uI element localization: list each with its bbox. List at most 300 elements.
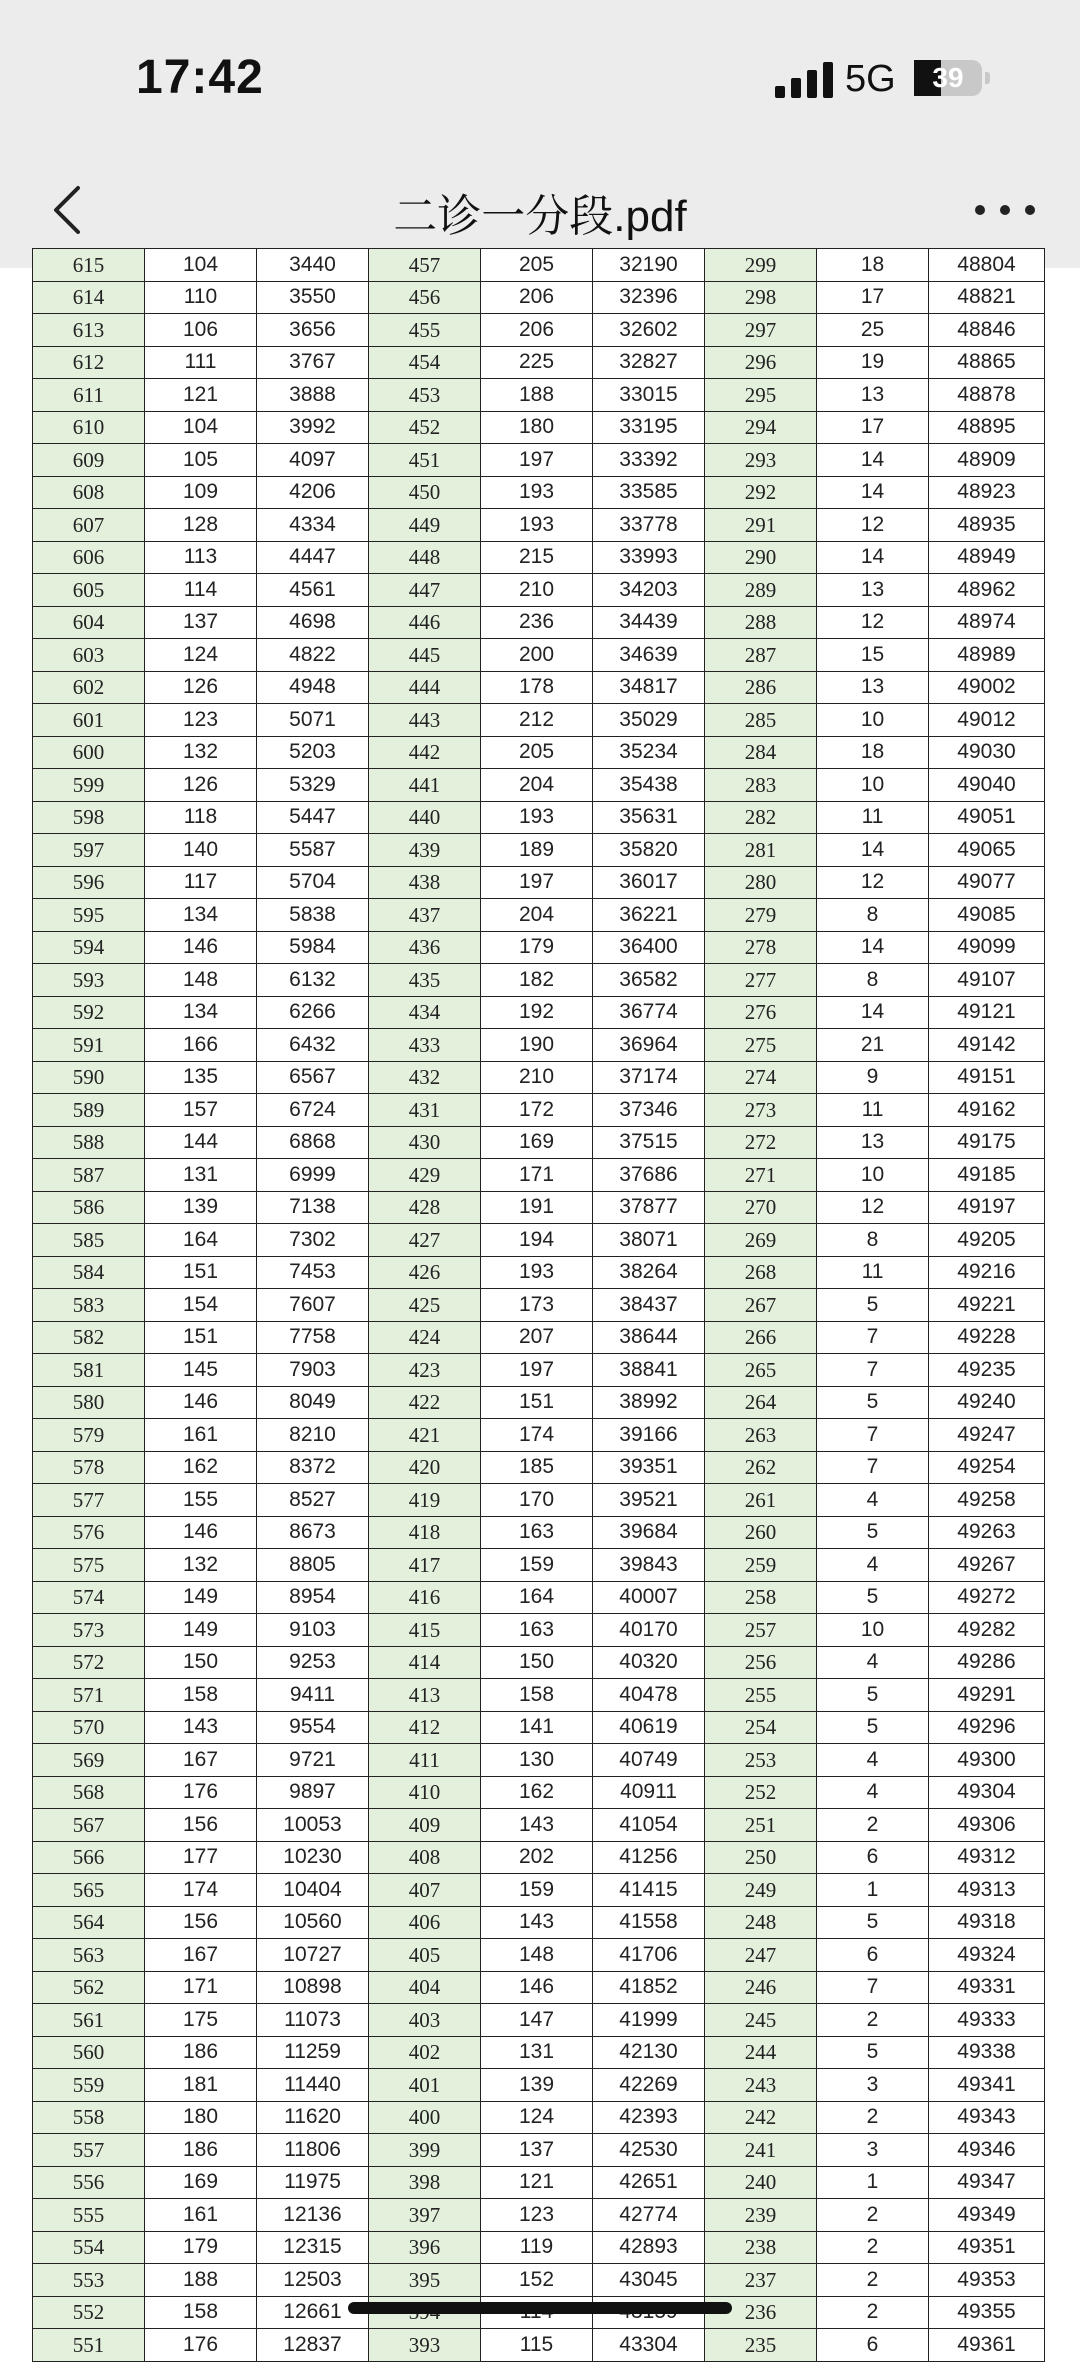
value-cell: 48909 — [929, 444, 1045, 477]
value-cell: 11 — [817, 1256, 929, 1289]
value-cell: 9103 — [257, 1614, 369, 1647]
value-cell: 215 — [481, 541, 593, 574]
table-row — [33, 1614, 1045, 1647]
table-row — [33, 996, 1045, 1029]
score-cell: 457 — [369, 249, 481, 282]
value-cell: 137 — [481, 2134, 593, 2167]
value-cell: 49240 — [929, 1386, 1045, 1419]
value-cell: 155 — [145, 1484, 257, 1517]
score-cell: 445 — [369, 639, 481, 672]
score-cell: 242 — [705, 2101, 817, 2134]
value-cell: 9721 — [257, 1744, 369, 1777]
value-cell: 12661 — [257, 2296, 369, 2329]
value-cell: 36221 — [593, 899, 705, 932]
value-cell: 167 — [145, 1939, 257, 1972]
value-cell: 162 — [145, 1451, 257, 1484]
value-cell: 146 — [481, 1971, 593, 2004]
value-cell: 49333 — [929, 2004, 1045, 2037]
value-cell: 7453 — [257, 1256, 369, 1289]
value-cell: 2 — [817, 2231, 929, 2264]
score-cell: 289 — [705, 574, 817, 607]
value-cell: 48821 — [929, 281, 1045, 314]
value-cell: 49051 — [929, 801, 1045, 834]
value-cell: 36964 — [593, 1029, 705, 1062]
value-cell: 34639 — [593, 639, 705, 672]
score-cell: 412 — [369, 1711, 481, 1744]
value-cell: 143 — [145, 1711, 257, 1744]
value-cell: 170 — [481, 1484, 593, 1517]
table-row — [33, 2199, 1045, 2232]
table-row — [33, 1711, 1045, 1744]
score-cell: 455 — [369, 314, 481, 347]
table-row — [33, 1744, 1045, 1777]
score-cell: 553 — [33, 2264, 145, 2297]
score-cell: 454 — [369, 346, 481, 379]
value-cell: 121 — [145, 379, 257, 412]
value-cell: 7302 — [257, 1224, 369, 1257]
score-cell: 258 — [705, 1581, 817, 1614]
value-cell: 39684 — [593, 1516, 705, 1549]
value-cell: 139 — [481, 2069, 593, 2102]
value-cell: 5203 — [257, 736, 369, 769]
score-cell: 420 — [369, 1451, 481, 1484]
value-cell: 6266 — [257, 996, 369, 1029]
value-cell: 21 — [817, 1029, 929, 1062]
value-cell: 114 — [145, 574, 257, 607]
value-cell: 206 — [481, 314, 593, 347]
score-cell: 551 — [33, 2329, 145, 2362]
value-cell: 179 — [145, 2231, 257, 2264]
value-cell: 6724 — [257, 1094, 369, 1127]
table-row — [33, 1386, 1045, 1419]
value-cell: 37346 — [593, 1094, 705, 1127]
value-cell: 5 — [817, 1516, 929, 1549]
table-row — [33, 1939, 1045, 1972]
table-row — [33, 541, 1045, 574]
value-cell: 130 — [481, 1744, 593, 1777]
score-cell: 235 — [705, 2329, 817, 2362]
table-row — [33, 2264, 1045, 2297]
value-cell: 49286 — [929, 1646, 1045, 1679]
score-cell: 604 — [33, 606, 145, 639]
value-cell: 41852 — [593, 1971, 705, 2004]
value-cell: 49012 — [929, 704, 1045, 737]
value-cell: 186 — [145, 2134, 257, 2167]
score-cell: 597 — [33, 834, 145, 867]
value-cell: 49002 — [929, 671, 1045, 704]
table-row — [33, 1484, 1045, 1517]
score-cell: 282 — [705, 801, 817, 834]
value-cell: 4334 — [257, 509, 369, 542]
value-cell: 5587 — [257, 834, 369, 867]
table-row — [33, 1321, 1045, 1354]
value-cell: 4 — [817, 1646, 929, 1679]
table-row — [33, 2166, 1045, 2199]
value-cell: 161 — [145, 1419, 257, 1452]
value-cell: 11806 — [257, 2134, 369, 2167]
score-cell: 594 — [33, 931, 145, 964]
value-cell: 6567 — [257, 1061, 369, 1094]
value-cell: 188 — [145, 2264, 257, 2297]
value-cell: 10 — [817, 1159, 929, 1192]
value-cell: 48895 — [929, 411, 1045, 444]
table-row — [33, 1419, 1045, 1452]
value-cell: 49338 — [929, 2036, 1045, 2069]
score-cell: 600 — [33, 736, 145, 769]
score-cell: 285 — [705, 704, 817, 737]
value-cell: 188 — [481, 379, 593, 412]
value-cell: 177 — [145, 1841, 257, 1874]
score-cell: 393 — [369, 2329, 481, 2362]
score-cell: 444 — [369, 671, 481, 704]
value-cell: 139 — [145, 1191, 257, 1224]
score-cell: 586 — [33, 1191, 145, 1224]
score-cell: 583 — [33, 1289, 145, 1322]
value-cell: 48962 — [929, 574, 1045, 607]
score-cell: 274 — [705, 1061, 817, 1094]
value-cell: 7903 — [257, 1354, 369, 1387]
value-cell: 113 — [145, 541, 257, 574]
value-cell: 3550 — [257, 281, 369, 314]
value-cell: 48846 — [929, 314, 1045, 347]
value-cell: 36774 — [593, 996, 705, 1029]
value-cell: 49318 — [929, 1906, 1045, 1939]
score-cell: 599 — [33, 769, 145, 802]
score-cell: 560 — [33, 2036, 145, 2069]
value-cell: 49235 — [929, 1354, 1045, 1387]
value-cell: 143 — [481, 1906, 593, 1939]
score-cell: 438 — [369, 866, 481, 899]
value-cell: 132 — [145, 736, 257, 769]
value-cell: 5 — [817, 1711, 929, 1744]
score-cell: 281 — [705, 834, 817, 867]
score-cell: 557 — [33, 2134, 145, 2167]
score-cell: 419 — [369, 1484, 481, 1517]
value-cell: 12 — [817, 606, 929, 639]
value-cell: 49343 — [929, 2101, 1045, 2134]
value-cell: 159 — [481, 1549, 593, 1582]
value-cell: 146 — [145, 1386, 257, 1419]
value-cell: 6999 — [257, 1159, 369, 1192]
score-cell: 245 — [705, 2004, 817, 2037]
table-row — [33, 346, 1045, 379]
score-cell: 287 — [705, 639, 817, 672]
score-cell: 264 — [705, 1386, 817, 1419]
value-cell: 32190 — [593, 249, 705, 282]
value-cell: 49185 — [929, 1159, 1045, 1192]
value-cell: 197 — [481, 866, 593, 899]
score-cell: 241 — [705, 2134, 817, 2167]
value-cell: 48949 — [929, 541, 1045, 574]
value-cell: 167 — [145, 1744, 257, 1777]
more-dots-icon — [970, 185, 1040, 235]
value-cell: 4097 — [257, 444, 369, 477]
value-cell: 42774 — [593, 2199, 705, 2232]
score-cell: 592 — [33, 996, 145, 1029]
value-cell: 43304 — [593, 2329, 705, 2362]
value-cell: 49099 — [929, 931, 1045, 964]
value-cell: 135 — [145, 1061, 257, 1094]
table-row — [33, 1906, 1045, 1939]
value-cell: 40478 — [593, 1679, 705, 1712]
value-cell: 49247 — [929, 1419, 1045, 1452]
value-cell: 158 — [145, 2296, 257, 2329]
score-cell: 246 — [705, 1971, 817, 2004]
score-cell: 569 — [33, 1744, 145, 1777]
value-cell: 169 — [145, 2166, 257, 2199]
score-cell: 614 — [33, 281, 145, 314]
score-cell: 288 — [705, 606, 817, 639]
table-row — [33, 1094, 1045, 1127]
value-cell: 14 — [817, 444, 929, 477]
value-cell: 33015 — [593, 379, 705, 412]
value-cell: 48935 — [929, 509, 1045, 542]
score-cell: 401 — [369, 2069, 481, 2102]
value-cell: 49349 — [929, 2199, 1045, 2232]
value-cell: 49258 — [929, 1484, 1045, 1517]
value-cell: 34439 — [593, 606, 705, 639]
more-button[interactable] — [970, 185, 1040, 235]
table-row — [33, 1451, 1045, 1484]
value-cell: 8210 — [257, 1419, 369, 1452]
home-indicator[interactable] — [348, 2302, 732, 2314]
score-cell: 296 — [705, 346, 817, 379]
score-distribution-table — [32, 248, 1045, 2362]
value-cell: 5838 — [257, 899, 369, 932]
score-cell: 607 — [33, 509, 145, 542]
value-cell: 121 — [481, 2166, 593, 2199]
score-cell: 284 — [705, 736, 817, 769]
value-cell: 157 — [145, 1094, 257, 1127]
score-cell: 261 — [705, 1484, 817, 1517]
value-cell: 159 — [481, 1874, 593, 1907]
score-cell: 450 — [369, 476, 481, 509]
value-cell: 123 — [481, 2199, 593, 2232]
value-cell: 151 — [481, 1386, 593, 1419]
value-cell: 111 — [145, 346, 257, 379]
value-cell: 42893 — [593, 2231, 705, 2264]
table-row — [33, 379, 1045, 412]
value-cell: 197 — [481, 1354, 593, 1387]
value-cell: 40007 — [593, 1581, 705, 1614]
score-cell: 262 — [705, 1451, 817, 1484]
value-cell: 13 — [817, 379, 929, 412]
value-cell: 39521 — [593, 1484, 705, 1517]
table-row — [33, 2036, 1045, 2069]
score-cell: 410 — [369, 1776, 481, 1809]
value-cell: 10 — [817, 769, 929, 802]
score-cell: 259 — [705, 1549, 817, 1582]
table-row — [33, 476, 1045, 509]
value-cell: 8372 — [257, 1451, 369, 1484]
value-cell: 194 — [481, 1224, 593, 1257]
value-cell: 150 — [481, 1646, 593, 1679]
value-cell: 8 — [817, 1224, 929, 1257]
score-cell: 405 — [369, 1939, 481, 1972]
value-cell: 191 — [481, 1191, 593, 1224]
value-cell: 4822 — [257, 639, 369, 672]
value-cell: 163 — [481, 1516, 593, 1549]
value-cell: 225 — [481, 346, 593, 379]
score-cell: 398 — [369, 2166, 481, 2199]
table-row — [33, 606, 1045, 639]
value-cell: 18 — [817, 249, 929, 282]
score-cell: 602 — [33, 671, 145, 704]
value-cell: 9 — [817, 1061, 929, 1094]
table-row — [33, 1126, 1045, 1159]
value-cell: 11440 — [257, 2069, 369, 2102]
score-cell: 267 — [705, 1289, 817, 1322]
value-cell: 193 — [481, 801, 593, 834]
table-row — [33, 899, 1045, 932]
value-cell: 18 — [817, 736, 929, 769]
value-cell: 37877 — [593, 1191, 705, 1224]
score-cell: 295 — [705, 379, 817, 412]
score-cell: 611 — [33, 379, 145, 412]
value-cell: 110 — [145, 281, 257, 314]
table-row — [33, 866, 1045, 899]
value-cell: 5 — [817, 1679, 929, 1712]
value-cell: 13 — [817, 671, 929, 704]
value-cell: 146 — [145, 1516, 257, 1549]
value-cell: 148 — [145, 964, 257, 997]
score-cell: 605 — [33, 574, 145, 607]
value-cell: 38644 — [593, 1321, 705, 1354]
value-cell: 119 — [481, 2231, 593, 2264]
value-cell: 6 — [817, 1841, 929, 1874]
value-cell: 162 — [481, 1776, 593, 1809]
value-cell: 6432 — [257, 1029, 369, 1062]
value-cell: 206 — [481, 281, 593, 314]
value-cell: 151 — [145, 1256, 257, 1289]
score-cell: 436 — [369, 931, 481, 964]
score-cell: 565 — [33, 1874, 145, 1907]
value-cell: 8673 — [257, 1516, 369, 1549]
value-cell: 9897 — [257, 1776, 369, 1809]
value-cell: 10053 — [257, 1809, 369, 1842]
score-cell: 608 — [33, 476, 145, 509]
value-cell: 33778 — [593, 509, 705, 542]
value-cell: 179 — [481, 931, 593, 964]
value-cell: 12503 — [257, 2264, 369, 2297]
value-cell: 10 — [817, 1614, 929, 1647]
value-cell: 35438 — [593, 769, 705, 802]
value-cell: 210 — [481, 1061, 593, 1094]
score-cell: 568 — [33, 1776, 145, 1809]
score-cell: 298 — [705, 281, 817, 314]
score-cell: 453 — [369, 379, 481, 412]
table-row — [33, 1224, 1045, 1257]
score-cell: 575 — [33, 1549, 145, 1582]
value-cell: 3656 — [257, 314, 369, 347]
table-row — [33, 1776, 1045, 1809]
value-cell: 180 — [145, 2101, 257, 2134]
value-cell: 42651 — [593, 2166, 705, 2199]
value-cell: 5447 — [257, 801, 369, 834]
value-cell: 131 — [145, 1159, 257, 1192]
score-cell: 396 — [369, 2231, 481, 2264]
value-cell: 41999 — [593, 2004, 705, 2037]
value-cell: 3 — [817, 2134, 929, 2167]
value-cell: 154 — [145, 1289, 257, 1322]
value-cell: 25 — [817, 314, 929, 347]
value-cell: 49272 — [929, 1581, 1045, 1614]
score-cell: 278 — [705, 931, 817, 964]
value-cell: 205 — [481, 736, 593, 769]
score-cell: 427 — [369, 1224, 481, 1257]
value-cell: 158 — [145, 1679, 257, 1712]
value-cell: 161 — [145, 2199, 257, 2232]
value-cell: 7 — [817, 1354, 929, 1387]
value-cell: 12837 — [257, 2329, 369, 2362]
value-cell: 4698 — [257, 606, 369, 639]
value-cell: 38841 — [593, 1354, 705, 1387]
score-cell: 555 — [33, 2199, 145, 2232]
value-cell: 5984 — [257, 931, 369, 964]
value-cell: 150 — [145, 1646, 257, 1679]
value-cell: 8 — [817, 964, 929, 997]
value-cell: 6132 — [257, 964, 369, 997]
value-cell: 33993 — [593, 541, 705, 574]
table-row — [33, 2004, 1045, 2037]
value-cell: 38437 — [593, 1289, 705, 1322]
value-cell: 7 — [817, 1451, 929, 1484]
value-cell: 3888 — [257, 379, 369, 412]
score-cell: 422 — [369, 1386, 481, 1419]
score-cell: 280 — [705, 866, 817, 899]
value-cell: 163 — [481, 1614, 593, 1647]
score-cell: 415 — [369, 1614, 481, 1647]
score-cell: 601 — [33, 704, 145, 737]
value-cell: 189 — [481, 834, 593, 867]
value-cell: 156 — [145, 1906, 257, 1939]
battery-percent: 39 — [932, 62, 964, 93]
score-cell: 417 — [369, 1549, 481, 1582]
value-cell: 49296 — [929, 1711, 1045, 1744]
value-cell: 13 — [817, 1126, 929, 1159]
score-cell: 447 — [369, 574, 481, 607]
value-cell: 9411 — [257, 1679, 369, 1712]
value-cell: 49267 — [929, 1549, 1045, 1582]
value-cell: 204 — [481, 769, 593, 802]
score-cell: 252 — [705, 1776, 817, 1809]
network-type: 5G — [845, 58, 896, 100]
value-cell: 35029 — [593, 704, 705, 737]
score-cell: 589 — [33, 1094, 145, 1127]
table-row — [33, 1256, 1045, 1289]
score-cell: 247 — [705, 1939, 817, 1972]
score-cell: 283 — [705, 769, 817, 802]
value-cell: 8805 — [257, 1549, 369, 1582]
value-cell: 185 — [481, 1451, 593, 1484]
value-cell: 126 — [145, 671, 257, 704]
pdf-viewer[interactable] — [0, 252, 1080, 2357]
value-cell: 4 — [817, 1744, 929, 1777]
table-row — [33, 1646, 1045, 1679]
value-cell: 137 — [145, 606, 257, 639]
value-cell: 190 — [481, 1029, 593, 1062]
table-row — [33, 2329, 1045, 2362]
score-cell: 440 — [369, 801, 481, 834]
value-cell: 171 — [145, 1971, 257, 2004]
value-cell: 49077 — [929, 866, 1045, 899]
value-cell: 40911 — [593, 1776, 705, 1809]
value-cell: 33392 — [593, 444, 705, 477]
value-cell: 2 — [817, 2199, 929, 2232]
value-cell: 49107 — [929, 964, 1045, 997]
score-cell: 291 — [705, 509, 817, 542]
value-cell: 12 — [817, 1191, 929, 1224]
